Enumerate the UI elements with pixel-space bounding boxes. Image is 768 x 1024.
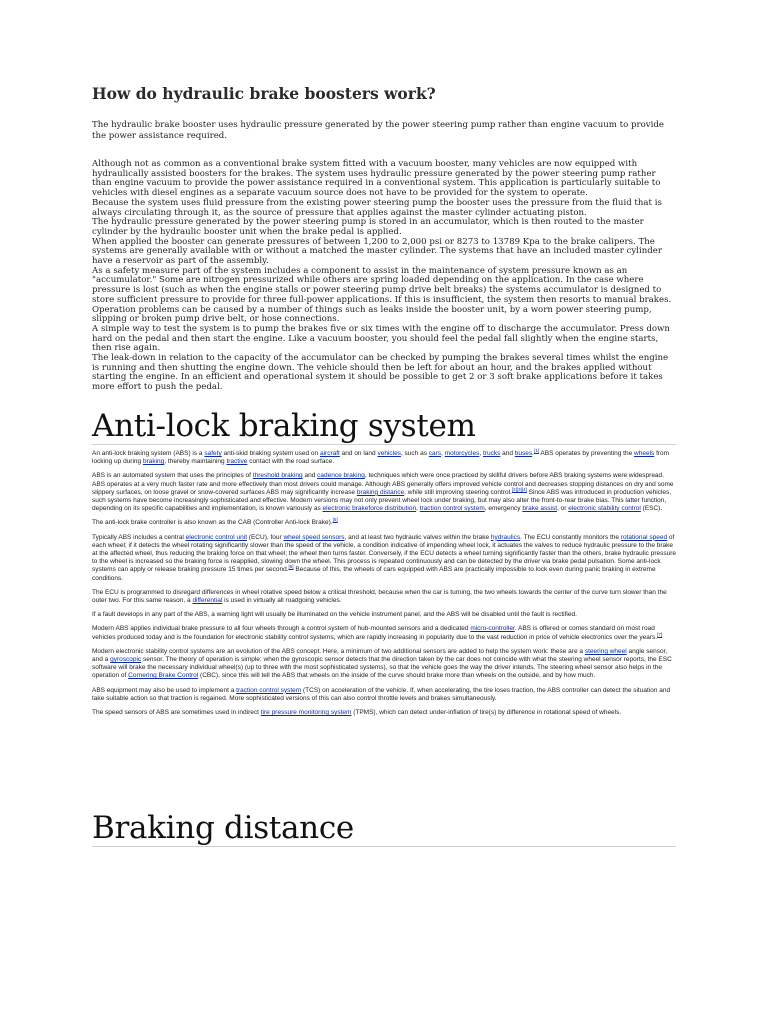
text: ABS is an automated system that uses the principles of (92, 472, 253, 480)
link-micro-controller[interactable]: micro-controller (470, 625, 515, 633)
link-trucks[interactable]: trucks (482, 450, 501, 457)
text: Typically ABS includes a central (92, 533, 186, 541)
link-buses[interactable]: buses (514, 450, 533, 457)
link-braking-distance[interactable]: braking distance (356, 488, 405, 496)
link-differential[interactable]: differential (192, 597, 223, 605)
text: , thereby maintaining (164, 458, 227, 466)
text: ABS operates by preventing the (538, 450, 635, 457)
link-vehicles[interactable]: vehicles (377, 450, 401, 457)
link-electronic-brakeforce-distribution[interactable]: electronic brakeforce distribution (322, 505, 417, 513)
braking-distance-heading: Braking distance (92, 810, 676, 847)
link-wheel-speed-sensors[interactable]: wheel speed sensors (283, 533, 345, 541)
text: , emergency (484, 505, 523, 513)
booster-paragraph: Although not as common as a conventional brake system fitted with a vacuum booster, many vehicles are now equipped with hydraulically assisted boosters for the brakes. The system uses hydraulic pressure generated by the power steering pump rather than engine vacuum to provide the power assistance required in a conventional system. This application is particularly suitable to vehicles with diesel engines as a separate vacuum source does not have to be provided for the system to operate. (92, 159, 661, 199)
link-tractive[interactable]: tractive (226, 458, 248, 466)
link-cornering-brake-control[interactable]: Cornering Brake Control (128, 672, 199, 680)
abs-heading: Anti-lock braking system (92, 408, 676, 445)
text: The ECU is programmed to disregard differences in wheel rotative speed below a critical threshold, because when the car is turning, the two wheels towards the center of the curve turn slower than the outer two. For this same reason, a (92, 588, 667, 605)
abs-paragraph-8 (92, 648, 676, 681)
text: Modern electronic stability control systems are an evolution of the ABS concept. Here, a minimum of two additional sensors are added to help the system work: these are a (92, 647, 585, 655)
booster-paragraph: As a safety measure part of the system includes a component to assist in the maintenance of system pressure known as an "accumulator." Some are nitrogen pressurized while others are spring loaded depending on the application. In the case where pressure is lost (such as when the engine stalls or power steering pump drive belt breaks) the systems accumulator is designed to store sufficient pressure to provide for three full-power applications. If this is insufficient, the system then resorts to manual brakes. (92, 265, 672, 305)
text: Modern ABS applies individual brake pressure to all four wheels through a control system of hub-mounted sensors and a dedicated (92, 625, 471, 633)
text: (CBC), since this will tell the ABS that wheels on the inside of the curve should brake more than wheels on the outside, and by how much. (198, 672, 596, 680)
link-motorcycles[interactable]: motorcycles (444, 450, 480, 457)
link-electronic-control-unit[interactable]: electronic control unit (185, 533, 247, 541)
text: , (441, 450, 445, 457)
citation-link[interactable]: [7] (657, 631, 663, 637)
abs-paragraph-5 (92, 589, 676, 605)
text: . The ECU constantly monitors the (520, 533, 621, 541)
abs-paragraph-2 (92, 472, 676, 513)
text: Since ABS was introduced in production vehicles, such systems have become increasingly sophisticated and effective. Modern versions may not only prevent wheel lock under braking, but may also alter the front-to-rear brake bias. This latter function, depending on its specific capabilities and implementation, is known variously as (92, 488, 672, 513)
text: (TPMS), which can detect under-inflation of tire(s) by difference in rotational speed of wheels. (351, 709, 622, 717)
text: is used in virtually all roadgoing vehicles. (222, 597, 342, 605)
intro-paragraph: The hydraulic brake booster uses hydraulic pressure generated by the power steering pump rather than engine vacuum to provide the power assistance required. (92, 120, 664, 141)
text: (TCS) on acceleration of the vehicle. If, when accelerating, the tire loses traction, the ABS controller can detect the situation and take suitable action so that traction is regained. More sophisticated versions of this can also control throttle levels and brakes simultaneously. (92, 686, 671, 702)
text: , while still improving steering control. (404, 488, 512, 496)
booster-body (92, 160, 676, 393)
text: of each wheel; if it detects the wheel rotating significantly slower than the speed of the vehicle, a condition indicative of impending wheel lock, it actuates the valves to reduce hydraulic pressure to the brake at the affected wheel, thus reducing the braking force on that wheel; the wheel then turns faster. Conversely, if the ECU detects a wheel turning significantly faster than the others, brake hydraulic pressure to the wheel is increased so the braking force is reapplied, slowing down the wheel. This process is repeated continuously and can be detected by the driver via brake pedal pulsation. Some anti-lock systems can apply or release braking pressure 15 times per second. (92, 533, 677, 574)
booster-paragraph: Operation problems can be caused by a number of things such as leaks inside the booster unit, by a worn power steering pump, slipping or broken pump drive belt, or hose connections. (92, 304, 652, 325)
abs-paragraph-1 (92, 447, 676, 466)
text: (ESC). (640, 505, 663, 513)
link-cars[interactable]: cars (428, 450, 442, 457)
link-electronic-stability-control[interactable]: electronic stability control (568, 505, 641, 513)
abs-article (92, 447, 677, 723)
text: sensor. The theory of operation is simple: when the gyroscopic sensor detects that the direction taken by the car does not coincide with what the steering wheel sensor reports, the ESC software will brake the necessary individual wheel(s) (up to three with the most sophisticated systems), so that the vehicle goes the way the driver intends. The steering wheel sensor also helps in the operation of (92, 656, 672, 680)
link-braking[interactable]: braking (142, 458, 165, 466)
link-safety[interactable]: safety (204, 450, 222, 457)
text: from locking up during (92, 450, 670, 466)
link-gyroscopic[interactable]: gyroscopic (110, 656, 142, 664)
text: The speed sensors of ABS are sometimes used in indirect (92, 709, 261, 717)
text: Because of this, the wheels of cars equipped with ABS are practically impossible to lock even during panic braking in extreme conditions. (92, 566, 656, 582)
booster-paragraph: The hydraulic pressure generated by the power steering pump is stored in an accumulator, which is then routed to the master cylinder by the hydraulic booster unit when the brake pedal is applied. (92, 217, 644, 237)
text: ABS equipment may also be used to implement a (92, 686, 237, 694)
abs-paragraph-9 (92, 687, 676, 703)
link-cadence-braking[interactable]: cadence braking (317, 472, 365, 480)
link-traction-control-system[interactable]: traction control system (236, 686, 302, 694)
link-steering-wheel[interactable]: steering wheel (584, 647, 627, 655)
link-hydraulics[interactable]: hydraulics (490, 533, 521, 541)
text: anti-skid braking system used on (221, 450, 320, 457)
text: An anti-lock braking system (ABS) is a (92, 450, 205, 457)
abs-paragraph-7 (92, 625, 676, 641)
link-threshold-braking[interactable]: threshold braking (252, 472, 303, 480)
citation-link[interactable]: [1] (533, 447, 539, 453)
abs-paragraph-3 (92, 519, 676, 527)
text: , or (557, 505, 569, 513)
text: , such as (400, 450, 429, 457)
text: and (302, 472, 318, 480)
text: contact with the road surface. (247, 458, 335, 466)
link-aircraft[interactable]: aircraft (319, 450, 340, 457)
link-traction-control-system[interactable]: traction control system (419, 505, 485, 513)
link-rotational-speed[interactable]: rotational speed (620, 533, 668, 541)
text: and on land (339, 450, 378, 457)
text: (ECU), four (247, 533, 284, 541)
booster-paragraph: A simple way to test the system is to pump the brakes five or six times with the engine off to discharge the accumulator. Press down hard on the pedal and then start the engine. Like a vacuum booster, you should feel the pedal fall slightly when the engine starts, then rise again. (92, 323, 670, 354)
text: , (416, 505, 420, 513)
text: The anti-lock brake controller is also known as the CAB (Controller Anti-lock Brake). (92, 519, 333, 527)
link-tire-pressure-monitoring-system[interactable]: tire pressure monitoring system (260, 709, 352, 717)
text: , (479, 450, 483, 457)
booster-paragraph: Because the system uses fluid pressure from the existing power steering pump the booster uses the pressure from the fluid that is always circulating through it, as the source of pressure that applies against the master cylinder actuating piston. (92, 197, 662, 218)
citation-link[interactable]: [6] (288, 564, 294, 570)
abs-paragraph-10 (92, 709, 676, 717)
text: . (532, 450, 534, 457)
question-heading: How do hydraulic brake boosters work? (92, 84, 436, 103)
text: angle sensor, and a (92, 647, 668, 664)
text: and (500, 450, 515, 457)
citation-link[interactable]: [5] (332, 517, 338, 523)
booster-paragraph: When applied the booster can generate pressures of between 1,200 to 2,000 psi or 8273 to 13789 Kpa to the brake calipers. The systems are generally available with or without a matched the master cylinder. The systems that have an included master cylinder have a reservoir as part of the assembly. (92, 236, 662, 267)
abs-paragraph-4 (92, 534, 676, 583)
citation-link[interactable]: [2][3][4] (511, 486, 527, 492)
link-brake-assist[interactable]: brake assist (522, 505, 558, 513)
text: , techniques which were once practiced by skillful drivers before ABS braking systems were widespread. ABS operates at a very much faster rate and more effectively than most drivers could manage. Although ABS generally offers improved vehicle control and decreases stopping distances on dry and some slippery surfaces, on loose gravel or snow-covered surfaces ABS may significantly increase (92, 472, 674, 496)
link-wheels[interactable]: wheels (634, 450, 655, 457)
booster-paragraph: The leak-down in relation to the capacity of the accumulator can be checked by pumping the brakes several times whilst the engine is running and then shutting the engine down. The vehicle should then be left for about an hour, and the brakes applied without starting the engine. In an efficient and operational system it should be possible to get 2 or 3 soft brake applications before it takes more effort to push the pedal. (92, 353, 669, 393)
abs-paragraph-6: If a fault develops in any part of the ABS, a warning light will usually be illuminated on the vehicle instrument panel, and the ABS will be disabled until the fault is rectified. (92, 611, 577, 619)
text: . ABS is offered or comes standard on most road vehicles produced today and is the foundation for electronic stability control systems, which are rapidly increasing in popularity due to the vast reduction in price of vehicle electronics over the years. (92, 625, 658, 641)
text: , and at least two hydraulic valves within the brake (344, 533, 491, 541)
